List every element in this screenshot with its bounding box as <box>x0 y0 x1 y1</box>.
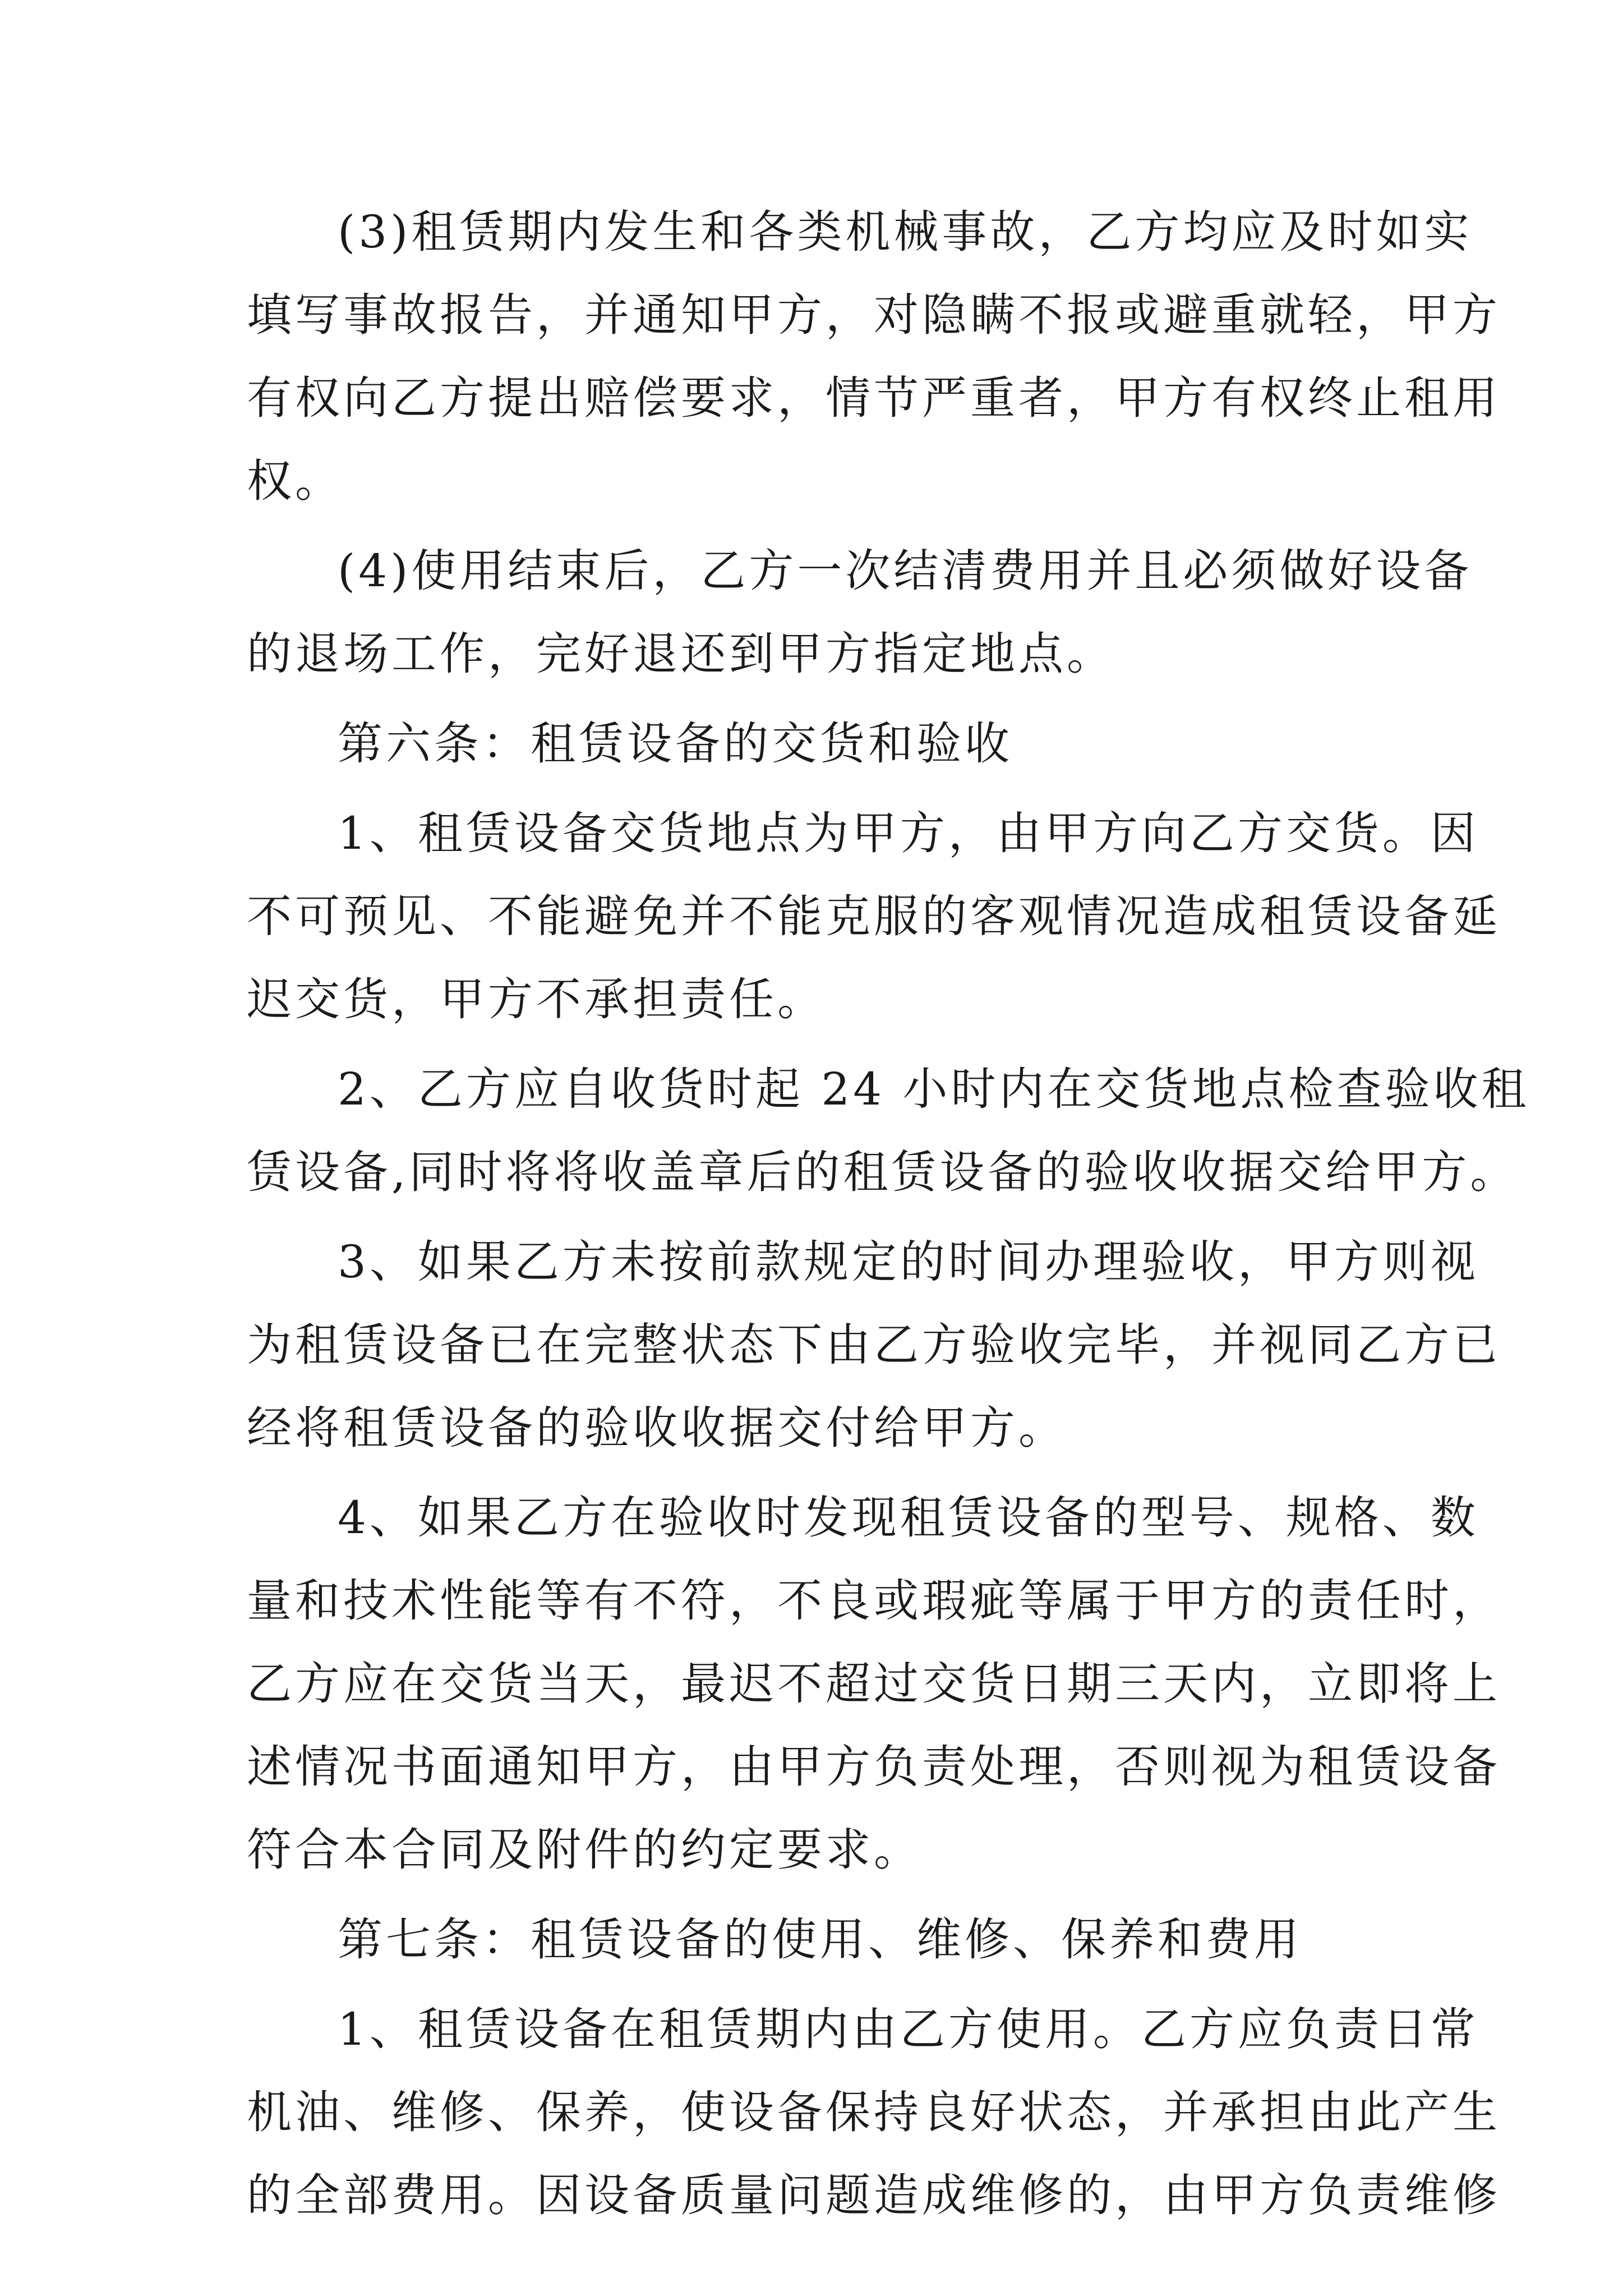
text-line: (4)使用结束后，乙方一次结清费用并且必须做好设备 <box>338 545 1473 597</box>
paragraph-clause-7-1 <box>247 1988 1501 2237</box>
text-line: 量和技术性能等有不符，不良或瑕疵等属于甲方的责任时， <box>247 1575 1501 1627</box>
paragraph-clause-6-2 <box>247 1048 1530 1214</box>
text-line: 填写事故报告，并通知甲方，对隐瞒不报或避重就轻，甲方 <box>247 289 1501 341</box>
section-heading-article-6 <box>247 702 1391 785</box>
paragraph-clause-6-3 <box>247 1221 1501 1470</box>
text-line: 符合本合同及附件的约定要求。 <box>247 1824 922 1876</box>
text-line: 2、乙方应自收货时起 24 小时内在交货地点检查验收租 <box>338 1063 1530 1115</box>
text-line: 不可预见、不能避免并不能克服的客观情况造成租赁设备延 <box>247 890 1501 942</box>
section-heading: 第七条：租赁设备的使用、维修、保养和费用 <box>338 1913 1302 1966</box>
text-line: 有权向乙方提出赔偿要求，情节严重者，甲方有权终止租用 <box>247 372 1501 424</box>
paragraph-clause-6-4 <box>247 1476 1501 1892</box>
text-line: 迟交货，甲方不承担责任。 <box>247 973 826 1025</box>
text-line: 述情况书面通知甲方，由甲方负责处理，否则视为租赁设备 <box>247 1741 1501 1793</box>
document-body <box>247 191 1530 2237</box>
paragraph-clause-5-4 <box>247 530 1473 696</box>
text-line: 的全部费用。因设备质量问题造成维修的，由甲方负责维修 <box>247 2169 1501 2221</box>
text-line: 经将租赁设备的验收收据交付给甲方。 <box>247 1402 1067 1454</box>
text-line: 为租赁设备已在完整状态下由乙方验收完毕，并视同乙方已 <box>247 1319 1501 1371</box>
text-line: 3、如果乙方未按前款规定的时间办理验收，甲方则视 <box>338 1236 1479 1288</box>
text-line: 乙方应在交货当天，最迟不超过交货日期三天内，立即将上 <box>247 1658 1501 1710</box>
paragraph-clause-6-1 <box>247 792 1501 1041</box>
text-line: 机油、维修、保养，使设备保持良好状态，并承担由此产生 <box>247 2086 1501 2138</box>
text-line: 4、如果乙方在验收时发现租赁设备的型号、规格、数 <box>338 1492 1479 1544</box>
text-line: 1、租赁设备交货地点为甲方，由甲方向乙方交货。因 <box>338 807 1479 859</box>
text-line: 1、租赁设备在租赁期内由乙方使用。乙方应负责日常 <box>338 2003 1479 2055</box>
paragraph-clause-5-3 <box>247 191 1501 523</box>
text-line: (3)租赁期内发生和各类机械事故，乙方均应及时如实 <box>338 206 1473 258</box>
section-heading-article-7 <box>247 1898 1391 1981</box>
text-line: 赁设备,同时将将收盖章后的租赁设备的验收收据交给甲方。 <box>247 1146 1519 1198</box>
text-line: 权。 <box>247 455 343 507</box>
section-heading: 第六条：租赁设备的交货和验收 <box>338 717 1013 770</box>
text-line: 的退场工作，完好退还到甲方指定地点。 <box>247 628 1115 680</box>
